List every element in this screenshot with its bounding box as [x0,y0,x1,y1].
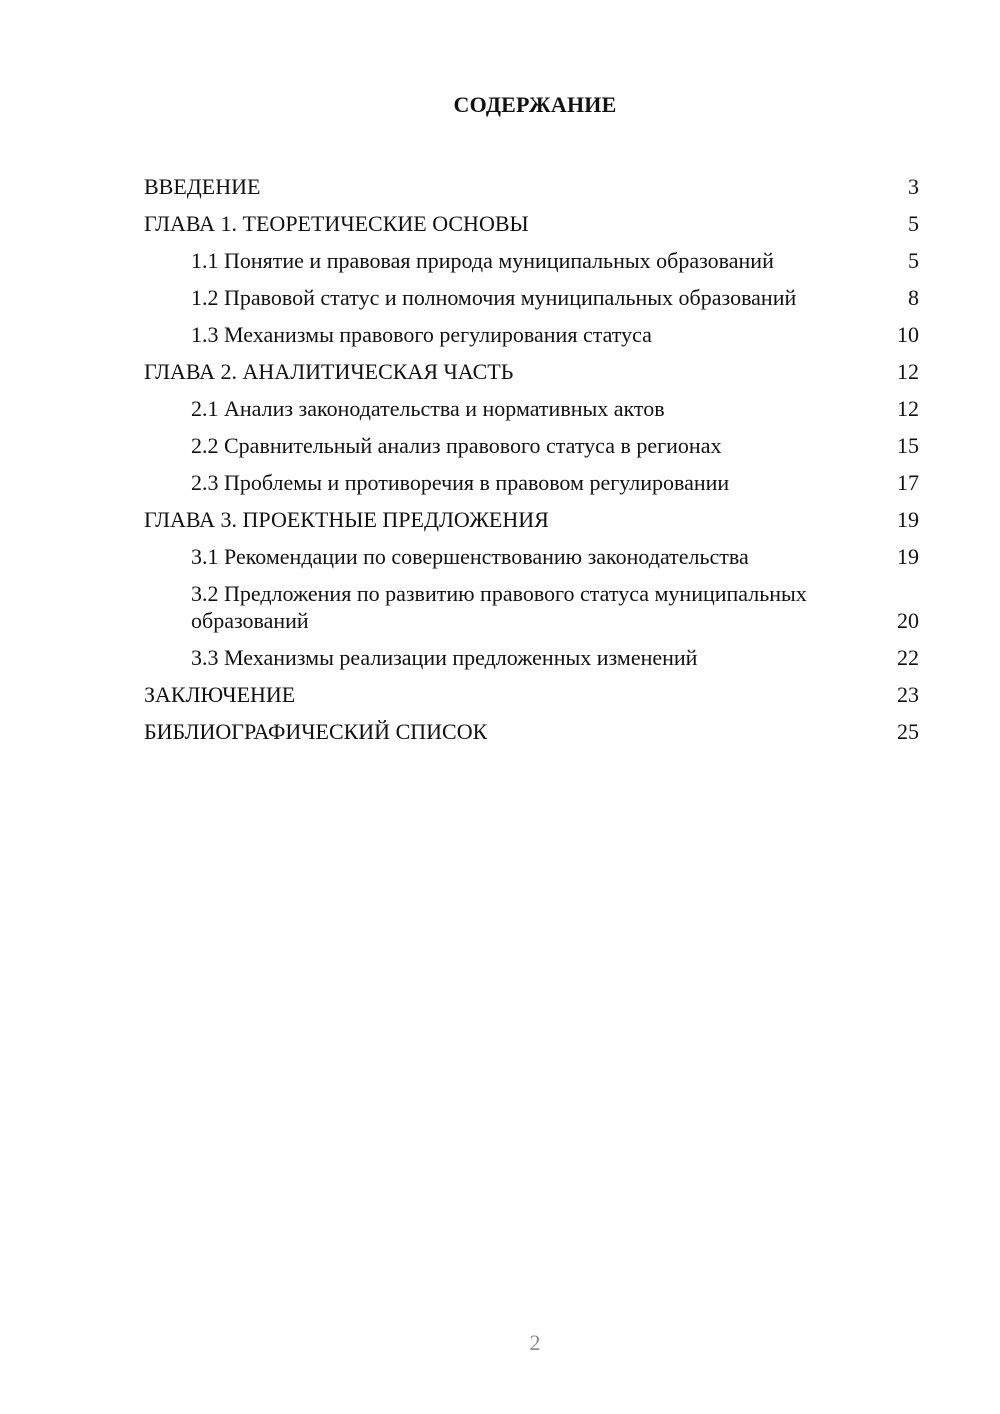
toc-entry-text: 3.3 Механизмы реализации предложенных изменений [191,645,698,670]
toc-entry-chapter-3 [144,501,919,538]
toc-entry-page: 19 [897,507,919,532]
toc-entry-page: 12 [897,396,919,421]
toc-entry-section-3-2 [144,575,919,639]
toc-entry-text: 2.3 Проблемы и противоречия в правовом регулировании [191,470,730,495]
toc-entry-text: 1.3 Механизмы правового регулирования статуса [191,322,652,347]
toc-entry-text: 2.1 Анализ законодательства и нормативных актов [191,396,665,421]
toc-entry-text: 3.1 Рекомендации по совершенствованию законодательства [191,544,749,569]
toc-entry-page: 22 [897,645,919,670]
toc-entry-page: 19 [897,544,919,569]
toc-entry-text: 2.2 Сравнительный анализ правового статуса в регионах [191,433,722,458]
toc-entry-page: 10 [897,322,919,347]
toc-entry-introduction [144,168,919,205]
toc-entry-chapter-2 [144,353,919,390]
toc-entry-text: ВВЕДЕНИЕ [144,174,261,199]
toc-entry-section-1-1 [144,242,919,279]
toc-entry-page: 5 [908,211,919,236]
toc-entry-section-3-1 [144,538,919,575]
toc-entry-page: 8 [908,285,919,310]
toc-entry-text: ГЛАВА 2. АНАЛИТИЧЕСКАЯ ЧАСТЬ [144,359,514,384]
toc-entry-bibliography [144,713,919,750]
toc-entry-conclusion [144,676,919,713]
toc-entry-text: ГЛАВА 1. ТЕОРЕТИЧЕСКИЕ ОСНОВЫ [144,211,529,236]
toc-entry-section-3-3 [144,639,919,676]
toc-entry-section-1-2 [144,279,919,316]
toc-entry-page: 20 [897,608,919,633]
page-number: 2 [529,1330,541,1355]
toc-entry-page: 12 [897,359,919,384]
toc-entry-text: ГЛАВА 3. ПРОЕКТНЫЕ ПРЕДЛОЖЕНИЯ [144,507,549,532]
table-of-contents [144,168,919,750]
toc-entry-section-2-3 [144,464,919,501]
toc-entry-text: БИБЛИОГРАФИЧЕСКИЙ СПИСОК [144,719,488,744]
toc-entry-section-1-3 [144,316,919,353]
toc-entry-section-2-1 [144,390,919,427]
toc-entry-page: 3 [908,174,919,199]
toc-entry-page: 5 [908,248,919,273]
toc-entry-page: 25 [897,719,919,744]
page-title: СОДЕРЖАНИЕ [453,92,617,117]
toc-entry-page: 23 [897,682,919,707]
toc-entry-page: 17 [897,470,919,495]
toc-entry-page: 15 [897,433,919,458]
toc-entry-text: ЗАКЛЮЧЕНИЕ [144,682,296,707]
toc-entry-section-2-2 [144,427,919,464]
toc-entry-text: 3.2 Предложения по развитию правового статуса муниципальных образований [191,581,807,633]
toc-entry-chapter-1 [144,205,919,242]
toc-entry-text: 1.1 Понятие и правовая природа муниципальных образований [191,248,774,273]
toc-entry-text: 1.2 Правовой статус и полномочия муниципальных образований [191,285,797,310]
